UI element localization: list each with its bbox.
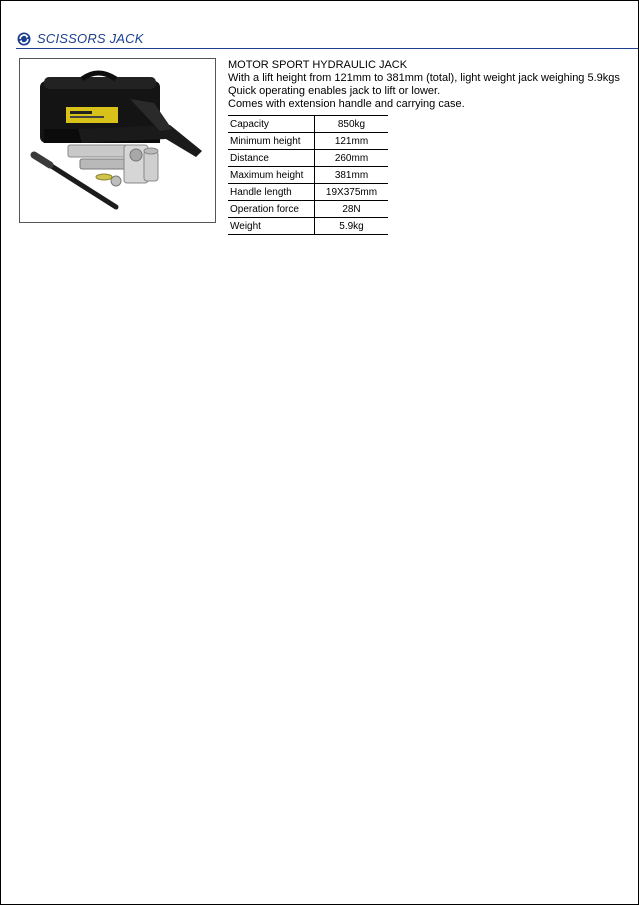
- arrows-circle-icon: [17, 32, 31, 46]
- spec-row: [228, 133, 388, 150]
- spec-value: 5.9kg: [315, 218, 389, 235]
- spec-value: 121mm: [315, 133, 389, 150]
- description-line: With a lift height from 121mm to 381mm (total), light weight jack weighing 5.9kgs: [228, 72, 620, 84]
- spec-label: Capacity: [228, 116, 315, 133]
- description-line: Comes with extension handle and carrying case.: [228, 98, 465, 110]
- spec-label: Handle length: [228, 184, 315, 201]
- product-description: [228, 59, 638, 111]
- spec-value: 850kg: [315, 116, 389, 133]
- spec-label: Minimum height: [228, 133, 315, 150]
- spec-label: Maximum height: [228, 167, 315, 184]
- product-photo: [19, 58, 216, 223]
- product-name: MOTOR SPORT HYDRAULIC JACK: [228, 59, 408, 71]
- spec-row: [228, 167, 388, 184]
- spec-row: [228, 218, 388, 235]
- spec-value: 381mm: [315, 167, 389, 184]
- spec-table: [228, 115, 388, 235]
- spec-row: [228, 184, 388, 201]
- section-header: [16, 30, 638, 49]
- spec-row: [228, 201, 388, 218]
- section-title: SCISSORS JACK: [37, 31, 144, 46]
- spec-row: [228, 116, 388, 133]
- spec-label: Distance: [228, 150, 315, 167]
- spec-label: Operation force: [228, 201, 315, 218]
- description-line: Quick operating enables jack to lift or lower.: [228, 85, 441, 97]
- spec-value: 260mm: [315, 150, 389, 167]
- spec-row: [228, 150, 388, 167]
- spec-label: Weight: [228, 218, 315, 235]
- spec-value: 19X375mm: [315, 184, 389, 201]
- spec-value: 28N: [315, 201, 389, 218]
